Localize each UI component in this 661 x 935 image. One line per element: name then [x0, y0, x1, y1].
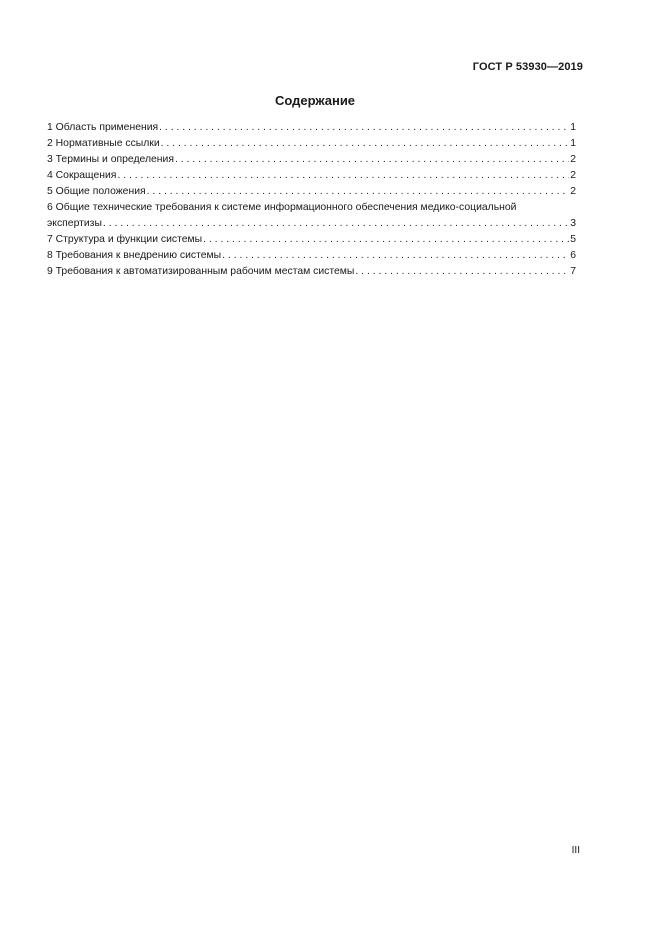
toc-entry-page: 2	[570, 186, 576, 197]
toc-entry[interactable]	[47, 120, 576, 136]
toc-entry-label: 8 Требования к внедрению системы	[47, 250, 222, 261]
document-code: ГОСТ Р 53930—2019	[472, 61, 583, 73]
dot-leader	[175, 152, 569, 168]
dot-leader	[159, 120, 569, 136]
toc-entry-page: 2	[570, 154, 576, 165]
toc-entry[interactable]	[47, 136, 576, 152]
dot-leader	[161, 136, 570, 152]
toc-entry-label: 9 Требования к автоматизированным рабочим местам системы	[47, 266, 355, 277]
dot-leader	[355, 264, 569, 280]
toc-entry-label: 7 Структура и функции системы	[47, 234, 203, 245]
toc-entry-page: 1	[570, 122, 576, 133]
toc-entry-label: 1 Область применения	[47, 122, 159, 133]
toc-entry-label: 6 Общие технические требования к системе информационного обеспечения медико-социальной	[47, 202, 517, 213]
dot-leader	[222, 248, 569, 264]
toc-entry[interactable]	[47, 248, 576, 264]
toc-title: Содержание	[274, 93, 356, 108]
page-number: III	[571, 845, 580, 856]
toc-entry-page: 1	[570, 138, 576, 149]
toc-entry[interactable]	[47, 152, 576, 168]
toc-entry[interactable]	[47, 200, 576, 232]
toc-entry-label: 2 Нормативные ссылки	[47, 138, 160, 149]
toc-entry[interactable]	[47, 232, 576, 248]
toc-entry-page: 5	[570, 234, 576, 245]
toc-entry-page: 7	[570, 266, 576, 277]
dot-leader	[203, 232, 569, 248]
dot-leader	[117, 168, 569, 184]
toc-entry[interactable]	[47, 264, 576, 280]
toc-entry-label: 4 Сокращения	[47, 170, 117, 181]
toc-entry-page: 3	[570, 218, 576, 229]
toc-entry-label: 5 Общие положения	[47, 186, 146, 197]
toc-entry-label: 3 Термины и определения	[47, 154, 174, 165]
toc-entry[interactable]	[47, 168, 576, 184]
table-of-contents	[47, 120, 576, 280]
toc-entry-page: 2	[570, 170, 576, 181]
toc-entry-page: 6	[570, 250, 576, 261]
dot-leader	[147, 184, 570, 200]
dot-leader	[103, 216, 569, 232]
toc-entry[interactable]	[47, 184, 576, 200]
toc-entry-label-continued: экспертизы	[47, 218, 102, 229]
